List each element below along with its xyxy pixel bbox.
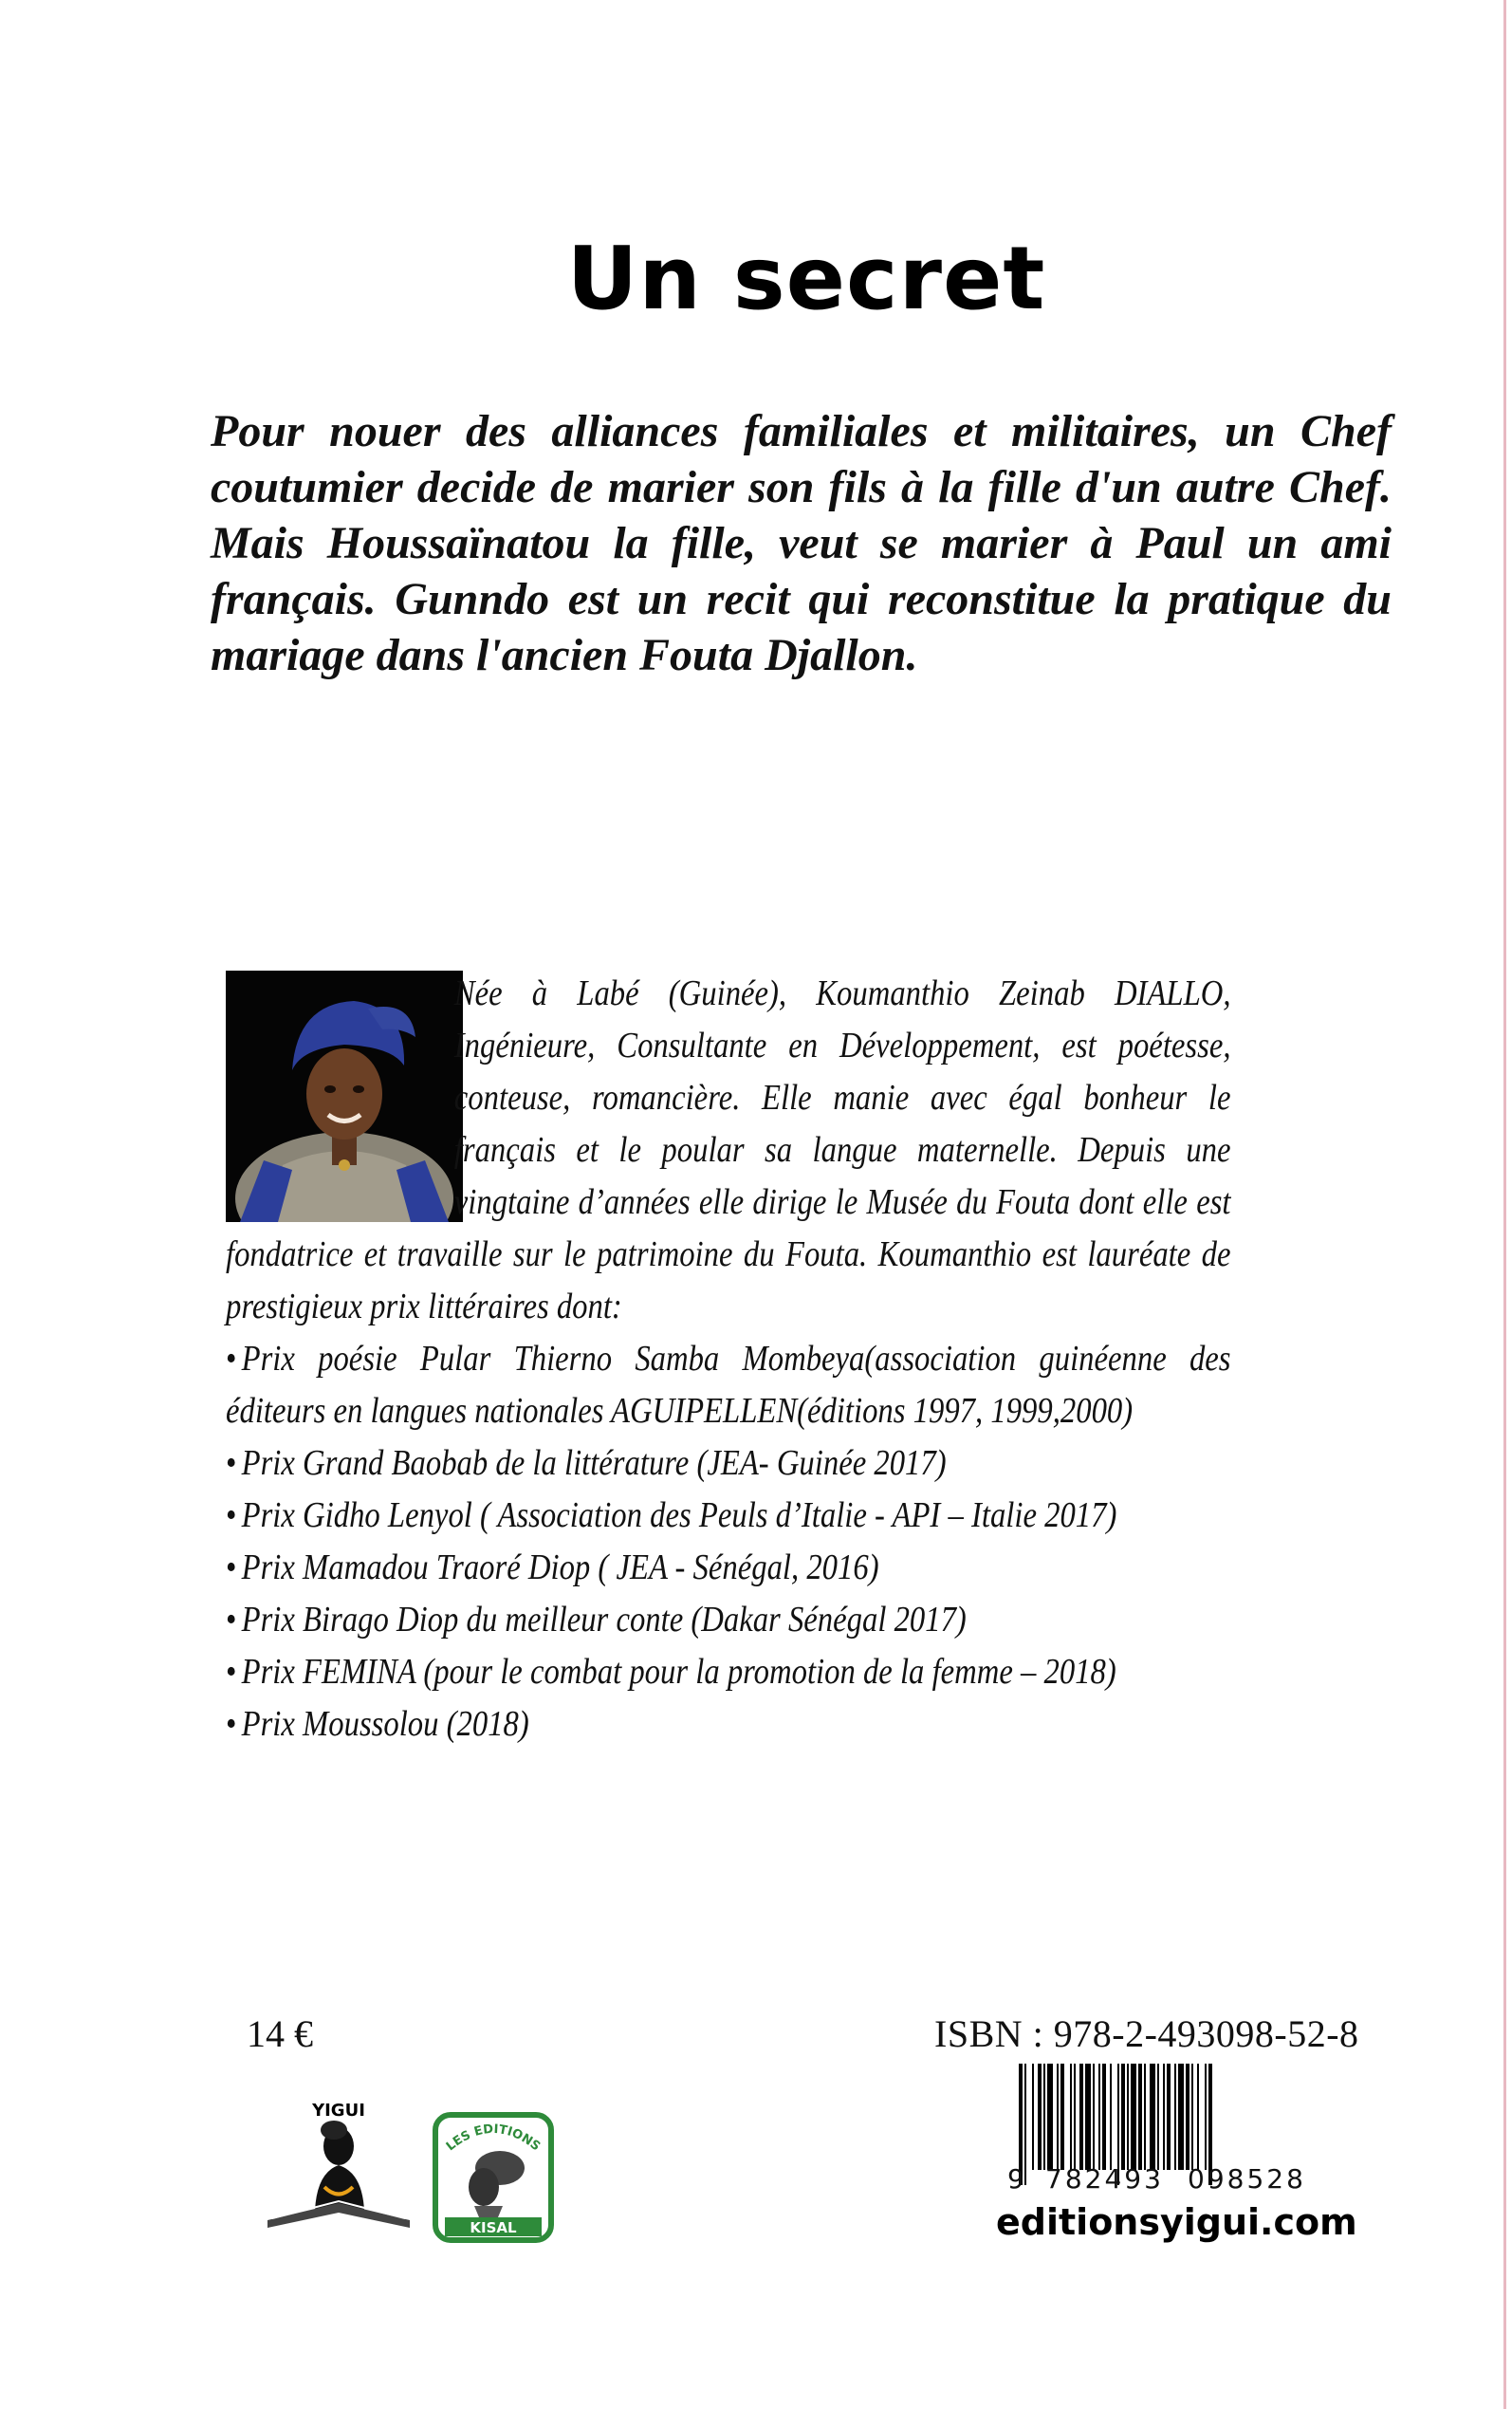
barcode-bar <box>1174 2064 1176 2170</box>
barcode-digit-lead: 9 <box>1007 2163 1024 2195</box>
award-item: • Prix Birago Diop du meilleur conte (Dakar Sénégal 2017) <box>226 1594 1231 1646</box>
barcode-bar <box>1178 2064 1184 2170</box>
kisal-logo <box>432 2111 555 2244</box>
barcode-bar <box>1038 2064 1042 2170</box>
award-item: • Prix Gidho Lenyol ( Association des Peuls d’Italie - API – Italie 2017) <box>226 1490 1231 1542</box>
barcode-digit-right: 098528 <box>1188 2163 1306 2195</box>
yigui-logo-text: YIGUI <box>312 2101 365 2121</box>
barcode-bar <box>1098 2064 1100 2170</box>
barcode-bar <box>1043 2064 1045 2170</box>
author-bio-text: Née à Labé (Guinée), Koumanthio Zeinab DIALLO, Ingénieure, Consultante en Développement, est poétesse, conteuse, romancière. Elle manie avec égal bonheur le français et le poular sa langue maternelle. Depuis une vingtaine d’années elle dirige le Musée du Fouta dont elle est fondatrice et travaille sur le patrimoine du Fouta. Koumanthio est lauréate de prestigieux prix littéraires dont: <box>226 973 1231 1326</box>
award-item: • Prix FEMINA (pour le combat pour la promotion de la femme – 2018) <box>226 1646 1231 1698</box>
barcode-digit-left: 782493 <box>1045 2163 1164 2195</box>
barcode-bar <box>1167 2064 1171 2170</box>
barcode-bar <box>1032 2064 1034 2170</box>
author-bio <box>226 968 1231 1751</box>
award-item: • Prix Moussolou (2018) <box>226 1698 1231 1751</box>
barcode-bar <box>1157 2064 1159 2170</box>
barcode-bar <box>1197 2064 1199 2170</box>
barcode-bar <box>1150 2064 1155 2170</box>
barcode-bar <box>1186 2064 1189 2170</box>
barcode-bar <box>1085 2064 1091 2170</box>
barcode-bar <box>1131 2064 1136 2170</box>
barcode-bar <box>1074 2064 1076 2170</box>
barcode-bar <box>1093 2064 1095 2170</box>
barcode-bar <box>1079 2064 1083 2170</box>
award-item: • Prix Grand Baobab de la littérature (JEA- Guinée 2017) <box>226 1437 1231 1490</box>
barcode-bar <box>1060 2064 1064 2170</box>
kisal-logo-bottom-text: KISAL <box>470 2219 517 2236</box>
publisher-website: editionsyigui.com <box>996 2201 1357 2243</box>
barcode-bar <box>1191 2064 1193 2170</box>
barcode-bar <box>1057 2064 1059 2170</box>
synopsis-text: Pour nouer des alliances familiales et militaires, un Chef coutumier decide de marier son fils à la fille d'un autre Chef. Mais Houssaïnatou la fille, veut se marier à Paul un ami français. Gunndo est un recit qui reconstitue la pratique du mariage dans l'ancien Fouta Djallon. <box>211 406 1392 680</box>
kisal-logo-top-text: LES EDITIONS <box>443 2122 544 2155</box>
isbn: ISBN : 978-2-493098-52-8 <box>934 2012 1359 2055</box>
award-item: • Prix Mamadou Traoré Diop ( JEA - Sénégal, 2016) <box>226 1542 1231 1594</box>
barcode-bar <box>1205 2064 1207 2170</box>
barcode-bar <box>1110 2064 1112 2170</box>
barcode-bar <box>1138 2064 1142 2170</box>
photo-spacer <box>226 968 454 1216</box>
barcode-bar <box>1127 2064 1129 2170</box>
barcode-bar <box>1070 2064 1072 2170</box>
cover-edge-line <box>1503 0 1506 2409</box>
awards-list <box>226 1333 1231 1751</box>
barcode-bar <box>1144 2064 1146 2170</box>
barcode-bar <box>1102 2064 1106 2170</box>
barcode-bar <box>1121 2064 1125 2170</box>
book-title: Un secret <box>566 228 1046 329</box>
barcode-bar <box>1163 2064 1165 2170</box>
yigui-logo <box>258 2097 419 2239</box>
barcode-bar <box>1024 2064 1026 2185</box>
price: 14 € <box>247 2012 313 2055</box>
award-item: • Prix poésie Pular Thierno Samba Mombeya(association guinéenne des éditeurs en langues nationales AGUIPELLEN(éditions 1997, 1999,2000) <box>226 1333 1231 1437</box>
barcode-bar <box>1047 2064 1053 2170</box>
